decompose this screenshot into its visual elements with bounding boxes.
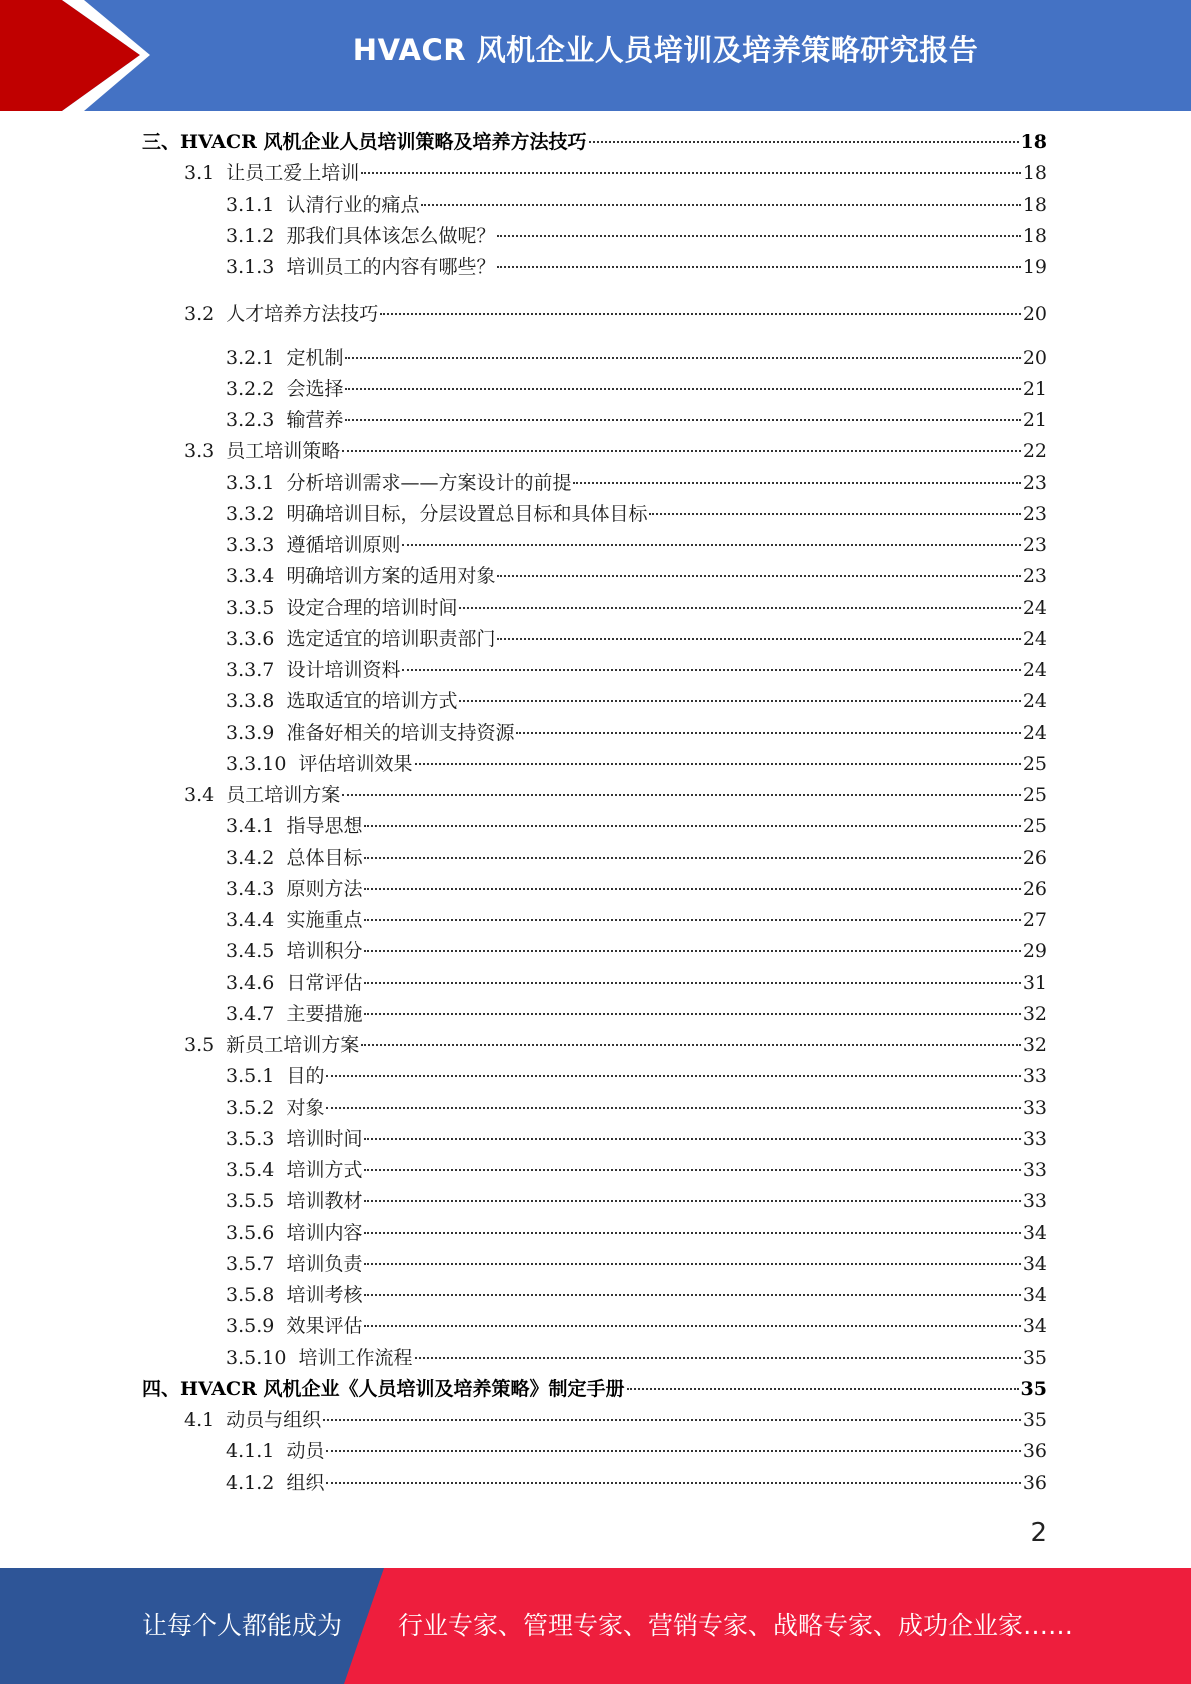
toc-entry-page: 36 [1022, 1440, 1047, 1463]
toc-entry-page: 25 [1022, 752, 1047, 775]
toc-entry-title: 指导思想 [286, 815, 363, 838]
toc-entry[interactable] [226, 1093, 1047, 1124]
toc-entry-number: 四、 [142, 1377, 181, 1400]
toc-entry[interactable] [226, 1468, 1047, 1499]
toc-entry-title: 选定适宜的培训职责部门 [286, 627, 496, 650]
toc-entry[interactable] [184, 158, 1047, 189]
toc-entry-number: 3.4 [184, 784, 227, 806]
toc-entry-title: 对象 [286, 1096, 325, 1119]
toc-entry-page: 34 [1022, 1315, 1047, 1338]
toc-entry[interactable] [226, 190, 1047, 221]
toc-dot-leader [323, 1419, 1021, 1421]
toc-entry-number: 3.2.2 [226, 377, 287, 400]
toc-entry-title: 日常评估 [286, 971, 363, 994]
toc-entry-page: 33 [1022, 1096, 1047, 1119]
toc-dot-leader [364, 888, 1020, 890]
toc-entry-page: 18 [1020, 131, 1047, 153]
toc-dot-leader [497, 638, 1020, 640]
toc-entry-title: 培训时间 [286, 1127, 363, 1150]
toc-entry[interactable] [226, 811, 1047, 842]
toc-dot-leader [326, 1482, 1020, 1484]
toc-dot-leader [364, 825, 1020, 827]
toc-entry-number: 3.4.5 [226, 940, 287, 963]
toc-entry-number: 3.4.4 [226, 909, 287, 931]
toc-dot-leader [364, 1013, 1020, 1015]
toc-entry-number: 3.1.3 [226, 256, 287, 278]
toc-entry-page: 32 [1022, 1034, 1047, 1056]
toc-entry[interactable] [142, 127, 1047, 158]
toc-entry-page: 24 [1022, 596, 1047, 619]
toc-dot-leader [364, 1325, 1020, 1327]
toc-entry-number: 3.3.2 [226, 502, 287, 525]
toc-entry-number: 3.1 [184, 162, 227, 185]
toc-entry-number: 4.1.2 [226, 1471, 287, 1494]
toc-entry-number: 3.2.1 [226, 346, 287, 369]
toc-entry[interactable] [184, 780, 1047, 811]
toc-entry-page: 26 [1022, 877, 1047, 900]
toc-dot-leader [589, 141, 1019, 143]
toc-entry-title: 设计培训资料 [286, 659, 401, 681]
toc-entry-number: 3.5.3 [226, 1127, 287, 1150]
toc-entry-number: 4.1 [184, 1409, 227, 1431]
toc-dot-leader [364, 950, 1020, 952]
toc-dot-leader [361, 1044, 1021, 1046]
toc-entry-title: 会选择 [286, 377, 344, 400]
toc-dot-leader [345, 357, 1020, 359]
toc-entry-number: 3.3.9 [226, 721, 287, 744]
toc-entry-page: 24 [1022, 721, 1047, 744]
page-header [0, 0, 1191, 111]
document-title: HVACR 风机企业人员培训及培养策略研究报告 [352, 33, 979, 67]
toc-entry-number: 4.1.1 [226, 1440, 287, 1463]
toc-entry-page: 26 [1022, 846, 1047, 869]
toc-entry-page: 35 [1022, 1346, 1047, 1369]
toc-entry-number: 3.1.2 [226, 224, 287, 247]
toc-entry-page: 23 [1022, 471, 1047, 494]
toc-entry-number: 三、 [142, 131, 181, 153]
toc-dot-leader [364, 857, 1020, 859]
toc-dot-leader [415, 1357, 1021, 1359]
toc-entry-number: 3.5.2 [226, 1096, 287, 1119]
toc-entry-title: 实施重点 [286, 909, 363, 931]
toc-dot-leader [415, 763, 1021, 765]
toc-entry-page: 33 [1022, 1190, 1047, 1213]
toc-entry-number: 3.5 [184, 1034, 227, 1056]
toc-entry-page: 35 [1020, 1377, 1047, 1400]
toc-entry-title: 明确培训方案的适用对象 [286, 565, 496, 588]
toc-entry-number: 3.4.2 [226, 846, 287, 869]
toc-dot-leader [402, 669, 1020, 671]
toc-entry-title: 让员工爱上培训 [226, 162, 360, 185]
toc-entry[interactable] [226, 1155, 1047, 1186]
toc-entry-number: 3.5.5 [226, 1190, 287, 1213]
toc-entry-title: 培训内容 [286, 1221, 363, 1244]
toc-dot-leader [380, 313, 1021, 315]
toc-entry[interactable] [184, 299, 1047, 330]
page-footer [0, 1568, 1191, 1684]
toc-entry-title: 培训方式 [286, 1159, 363, 1181]
toc-entry-page: 25 [1022, 815, 1047, 838]
toc-entry-page: 23 [1022, 565, 1047, 588]
toc-entry[interactable] [226, 374, 1047, 405]
toc-entry-title: 遵循培训原则 [286, 534, 401, 556]
toc-dot-leader [326, 1107, 1020, 1109]
toc-entry-number: 3.3.4 [226, 565, 287, 588]
toc-entry[interactable] [226, 1124, 1047, 1155]
toc-entry[interactable] [226, 1343, 1047, 1374]
toc-entry-number: 3.3.7 [226, 659, 287, 681]
toc-entry[interactable] [226, 405, 1047, 436]
toc-entry-page: 34 [1022, 1221, 1047, 1244]
toc-entry-number: 3.4.7 [226, 1002, 287, 1025]
toc-entry[interactable] [226, 221, 1047, 252]
toc-entry-title: 设定合理的培训时间 [286, 596, 458, 619]
toc-entry[interactable] [142, 1374, 1047, 1405]
toc-entry-number: 3.5.9 [226, 1315, 287, 1338]
toc-entry-number: 3.3.6 [226, 627, 287, 650]
toc-entry-title: 分析培训需求——方案设计的前提 [286, 471, 572, 494]
toc-entry[interactable] [226, 999, 1047, 1030]
toc-dot-leader [345, 419, 1020, 421]
toc-entry-title: 评估培训效果 [298, 752, 413, 775]
toc-entry-title: 培训负责 [286, 1252, 363, 1275]
toc-entry-number: 3.4.3 [226, 877, 287, 900]
toc-entry-page: 21 [1022, 377, 1047, 400]
toc-entry[interactable] [226, 749, 1047, 780]
toc-entry-title: 定机制 [286, 346, 344, 369]
toc-entry-page: 24 [1022, 690, 1047, 713]
toc-entry-number: 3.5.1 [226, 1065, 287, 1088]
toc-entry[interactable] [226, 593, 1047, 624]
toc-entry[interactable] [226, 530, 1047, 561]
toc-entry-number: 3.5.10 [226, 1346, 299, 1369]
toc-entry-title: 培训考核 [286, 1284, 363, 1306]
toc-dot-leader [345, 388, 1020, 390]
toc-dot-leader [364, 919, 1020, 921]
toc-entry-title: 动员 [286, 1440, 325, 1463]
toc-entry-page: 22 [1022, 440, 1047, 463]
toc-dot-leader [402, 544, 1020, 546]
toc-entry[interactable] [226, 343, 1047, 374]
toc-entry[interactable] [184, 1030, 1047, 1061]
toc-entry[interactable] [226, 874, 1047, 905]
toc-dot-leader [326, 1075, 1020, 1077]
toc-dot-leader [364, 1294, 1020, 1296]
toc-entry-number: 3.3.1 [226, 471, 287, 494]
toc-entry[interactable] [226, 1280, 1047, 1311]
toc-dot-leader [649, 513, 1020, 515]
toc-entry[interactable] [226, 718, 1047, 749]
toc-entry-page: 24 [1022, 659, 1047, 681]
toc-entry-page: 20 [1022, 303, 1047, 326]
toc-entry[interactable] [226, 1311, 1047, 1342]
footer-slogan-left: 让每个人都能成为 [142, 1611, 343, 1640]
toc-entry-number: 3.5.7 [226, 1252, 287, 1275]
toc-entry-title: 人才培养方法技巧 [226, 303, 379, 326]
toc-entry-title: 目的 [286, 1065, 325, 1088]
toc-entry[interactable] [226, 1436, 1047, 1467]
toc-entry-page: 29 [1022, 940, 1047, 963]
toc-entry-title: 效果评估 [286, 1315, 363, 1338]
toc-dot-leader [326, 1450, 1020, 1452]
toc-entry[interactable] [226, 1186, 1047, 1217]
toc-entry[interactable] [226, 905, 1047, 936]
toc-entry-number: 3.5.6 [226, 1221, 287, 1244]
toc-entry-title: 新员工培训方案 [226, 1034, 360, 1056]
toc-entry-title: 明确培训目标，分层设置总目标和具体目标 [286, 502, 648, 525]
toc-entry[interactable] [226, 1218, 1047, 1249]
toc-entry-number: 3.1.1 [226, 193, 287, 216]
toc-entry[interactable] [226, 468, 1047, 499]
toc-entry-title: 员工培训方案 [226, 784, 341, 806]
toc-entry-page: 35 [1022, 1409, 1047, 1431]
toc-dot-leader [364, 1263, 1020, 1265]
toc-entry-title: 动员与组织 [226, 1409, 322, 1431]
toc-dot-leader [364, 1138, 1020, 1140]
toc-entry[interactable] [226, 499, 1047, 530]
toc-entry-page: 20 [1022, 346, 1047, 369]
toc-entry[interactable] [184, 1405, 1047, 1436]
toc-entry-number: 3.5.4 [226, 1159, 287, 1181]
toc-entry-title: 培训教材 [286, 1190, 363, 1213]
toc-entry-page: 33 [1022, 1127, 1047, 1150]
toc-dot-leader [364, 1200, 1020, 1202]
toc-dot-leader [497, 235, 1020, 237]
toc-dot-leader [459, 700, 1020, 702]
toc-entry-title: 认清行业的痛点 [286, 193, 420, 216]
toc-entry[interactable] [226, 252, 1047, 283]
toc-dot-leader [364, 982, 1020, 984]
toc-dot-leader [497, 266, 1020, 268]
toc-entry-title: 原则方法 [286, 877, 363, 900]
toc-entry-title: HVACR 风机企业《人员培训及培养策略》制定手册 [180, 1377, 625, 1400]
toc-entry[interactable] [184, 436, 1047, 467]
page-number: 2 [1030, 1518, 1047, 1548]
toc-entry-page: 25 [1022, 784, 1047, 806]
toc-entry-title: 输营养 [286, 409, 344, 431]
toc-entry-number: 3.5.8 [226, 1284, 287, 1306]
toc-entry-number: 3.4.6 [226, 971, 287, 994]
toc-dot-leader [364, 1232, 1020, 1234]
toc-dot-leader [361, 172, 1021, 174]
toc-entry-page: 18 [1022, 162, 1047, 185]
toc-entry-title: 培训员工的内容有哪些？ [286, 256, 496, 278]
toc-entry-page: 18 [1022, 193, 1047, 216]
toc-entry-page: 23 [1022, 534, 1047, 556]
toc-entry-page: 33 [1022, 1065, 1047, 1088]
toc-dot-leader [342, 450, 1021, 452]
toc-entry[interactable] [226, 624, 1047, 655]
toc-entry[interactable] [226, 1249, 1047, 1280]
toc-entry-title: 总体目标 [286, 846, 363, 869]
toc-entry-page: 31 [1022, 971, 1047, 994]
toc-dot-leader [421, 204, 1020, 206]
toc-entry-page: 27 [1022, 909, 1047, 931]
toc-entry-page: 32 [1022, 1002, 1047, 1025]
toc-entry[interactable] [226, 655, 1047, 686]
toc-entry-page: 33 [1022, 1159, 1047, 1181]
toc-dot-leader [627, 1388, 1019, 1390]
toc-entry-page: 36 [1022, 1471, 1047, 1494]
toc-entry-page: 24 [1022, 627, 1047, 650]
toc-entry[interactable] [226, 968, 1047, 999]
toc-entry-title: 培训积分 [286, 940, 363, 963]
toc-entry-number: 3.3.5 [226, 596, 287, 619]
toc-dot-leader [459, 607, 1020, 609]
toc-entry-title: 选取适宜的培训方式 [286, 690, 458, 713]
toc-dot-leader [364, 1169, 1020, 1171]
toc-dot-leader [516, 732, 1020, 734]
toc-entry-number: 3.2.3 [226, 409, 287, 431]
toc-entry-number: 3.3.10 [226, 752, 299, 775]
toc-entry-page: 34 [1022, 1252, 1047, 1275]
toc-entry[interactable] [226, 843, 1047, 874]
toc-entry-title: 准备好相关的培训支持资源 [286, 721, 515, 744]
toc-entry[interactable] [226, 686, 1047, 717]
header-red-chevron [0, 0, 140, 111]
toc-dot-leader [497, 575, 1020, 577]
toc-entry-title: 培训工作流程 [298, 1346, 413, 1369]
footer-slogan-right: 行业专家、管理专家、营销专家、战略专家、成功企业家…… [398, 1611, 1074, 1640]
toc-entry-number: 3.3.3 [226, 534, 287, 556]
toc-entry-page: 21 [1022, 409, 1047, 431]
toc-entry-page: 18 [1022, 224, 1047, 247]
toc-entry-title: 员工培训策略 [226, 440, 341, 463]
toc-entry[interactable] [226, 561, 1047, 592]
toc-dot-leader [573, 482, 1020, 484]
toc-entry[interactable] [226, 936, 1047, 967]
toc-entry-title: 主要措施 [286, 1002, 363, 1025]
toc-entry-page: 23 [1022, 502, 1047, 525]
toc-entry[interactable] [226, 1061, 1047, 1092]
toc-entry-title: HVACR 风机企业人员培训策略及培养方法技巧 [180, 131, 587, 153]
toc-entry-number: 3.3.8 [226, 690, 287, 713]
toc-entry-title: 组织 [286, 1471, 325, 1494]
toc-entry-page: 19 [1022, 256, 1047, 278]
toc-entry-number: 3.3 [184, 440, 227, 463]
toc-entry-number: 3.4.1 [226, 815, 287, 838]
toc-entry-number: 3.2 [184, 303, 227, 326]
toc-entry-page: 34 [1022, 1284, 1047, 1306]
toc-entry-title: 那我们具体该怎么做呢？ [286, 224, 496, 247]
toc-dot-leader [342, 794, 1021, 796]
